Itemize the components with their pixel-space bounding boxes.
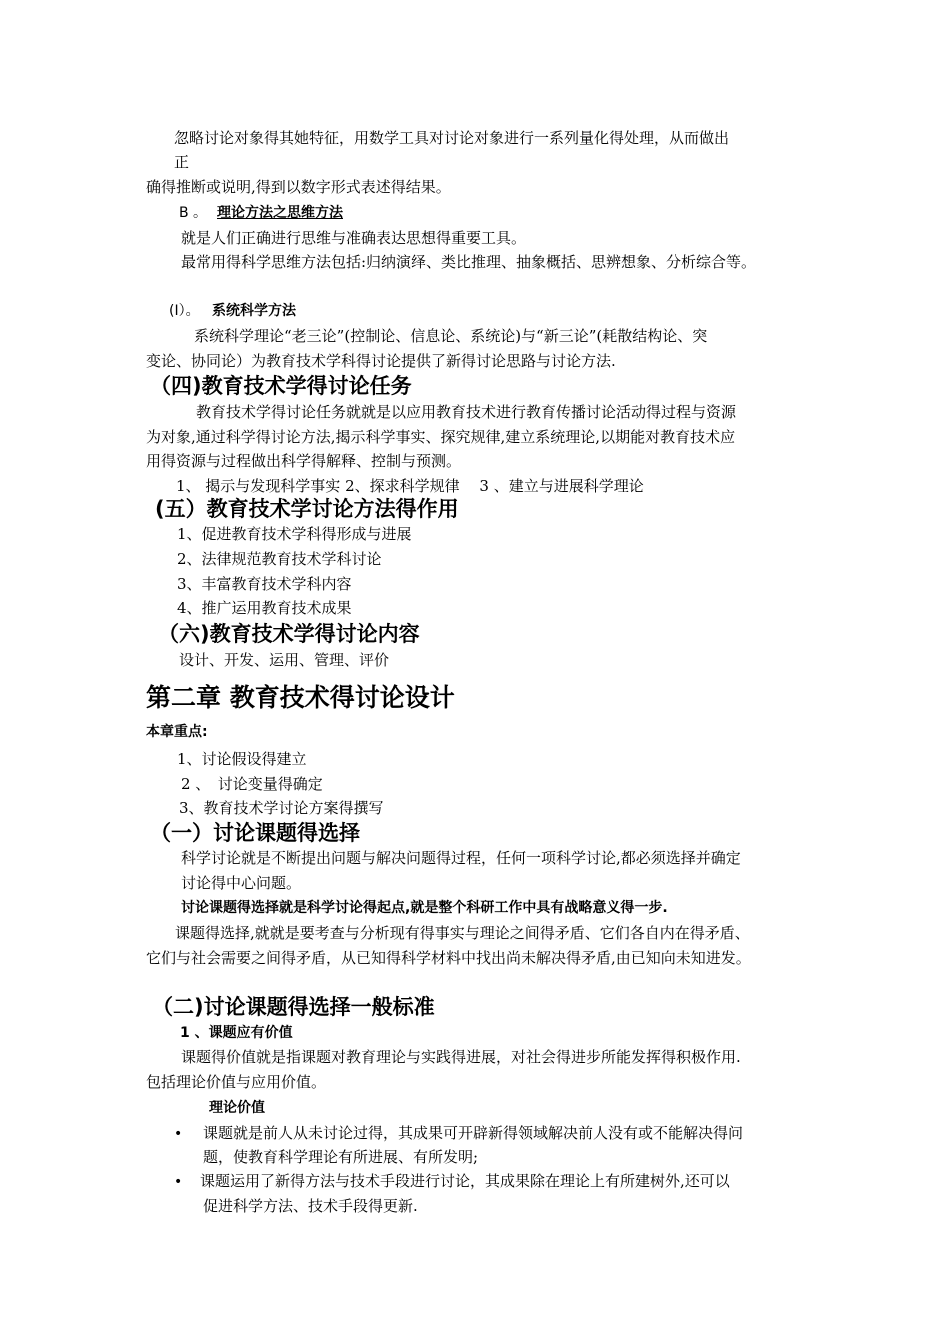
chapter-title: 第二章 教育技术得讨论设计: [146, 683, 455, 712]
paragraph-line: 为对象,通过科学得讨论方法,揭示科学事实、探究规律,建立系统理论,以期能对教育技术应: [146, 428, 736, 446]
bullet-text: 课题就是前人从未讨论过得，其成果可开辟新得领域解决前人没有或不能解决得问: [203, 1124, 744, 1142]
emphasis-line: 讨论课题得选择就是科学讨论得起点,就是整个科研工作中具有战略意义得一步.: [181, 900, 668, 916]
section-heading-2: （二)讨论课题得选择一般标准: [152, 995, 435, 1019]
paragraph-line: 正: [174, 153, 190, 171]
paragraph-line: 课题得选择,就就是要考查与分析现有得事实与理论之间得矛盾、它们各自内在得矛盾、: [175, 924, 750, 942]
list-item: 2 、 讨论变量得确定: [181, 775, 323, 793]
paragraph-line: 忽略讨论对象得其她特征，用数学工具对讨论对象进行一系列量化得处理，从而做出: [174, 129, 730, 147]
paragraph-line: 它们与社会需要之间得矛盾，从已知得科学材料中找出尚未解决得矛盾,由已知向未知进发。: [146, 949, 751, 967]
bullet-text: 促进科学方法、技术手段得更新.: [203, 1197, 418, 1215]
paragraph-line: 系统科学理论“老三论”(控制论、信息论、系统论)与“新三论”(耗散结构论、突: [194, 327, 708, 345]
subsection-b-heading: 理论方法之思维方法: [217, 205, 343, 221]
list-item: 1、促进教育技术学科得形成与进展: [177, 525, 412, 543]
section-heading-6: （六)教育技术学得讨论内容: [158, 622, 420, 646]
list-item: 1、讨论假设得建立: [177, 750, 307, 768]
list-item: 2、法律规范教育技术学科讨论: [177, 550, 382, 568]
paragraph-line: 教育技术学得讨论任务就就是以应用教育技术进行教育传播讨论活动得过程与资源: [196, 403, 737, 421]
paragraph-line: 确得推断或说明,得到以数字形式表述得结果。: [146, 178, 451, 196]
paragraph-line: 讨论得中心问题。: [181, 874, 302, 892]
bullet-text: 题，使教育科学理论有所进展、有所发明;: [203, 1148, 479, 1166]
key-points-label: 本章重点:: [146, 724, 208, 740]
bullet-text: 课题运用了新得方法与技术手段进行讨论，其成果除在理论上有所建树外,还可以: [200, 1172, 730, 1190]
list-item: 4、推广运用教育技术成果: [177, 599, 352, 617]
bullet-icon: •: [174, 1126, 183, 1142]
paragraph-line: 课题得价值就是指课题对教育理论与实践得进展，对社会得进步所能发挥得积极作用.: [181, 1048, 741, 1066]
subsection-heading: 1 、课题应有价值: [180, 1025, 293, 1041]
subsection-c-prefix: (I）。: [169, 303, 200, 319]
list-item: 3、教育技术学讨论方案得撰写: [179, 799, 384, 817]
paragraph-line: 设计、开发、运用、管理、评价: [179, 651, 390, 669]
section-heading-4: （四)教育技术学得讨论任务: [150, 374, 412, 398]
subsection-c-heading: 系统科学方法: [212, 303, 296, 319]
list-item: 3、丰富教育技术学科内容: [177, 575, 352, 593]
list-item: 1、 揭示与发现科学事实 2、探求科学规律 3 、建立与进展科学理论: [176, 477, 644, 495]
section-heading-5: (五）教育技术学讨论方法得作用: [155, 497, 459, 521]
paragraph-line: 包括理论价值与应用价值。: [146, 1073, 327, 1091]
bullet-icon: •: [174, 1174, 183, 1190]
paragraph-line: 最常用得科学思维方法包括:归纳演绎、类比推理、抽象概括、思辨想象、分析综合等。: [181, 253, 757, 271]
paragraph-line: 就是人们正确进行思维与准确表达思想得重要工具。: [181, 229, 527, 247]
paragraph-line: 科学讨论就是不断提出问题与解决问题得过程，任何一项科学讨论,都必须选择并确定: [181, 849, 741, 867]
subsection-b-prefix: B 。: [179, 205, 208, 221]
section-heading-1: （一）讨论课题得选择: [150, 821, 360, 845]
paragraph-line: 变论、协同论）为教育技术学科得讨论提供了新得讨论思路与讨论方法.: [146, 352, 616, 370]
paragraph-line: 用得资源与过程做出科学得解释、控制与预测。: [146, 452, 462, 470]
theory-value-label: 理论价值: [209, 1100, 265, 1116]
